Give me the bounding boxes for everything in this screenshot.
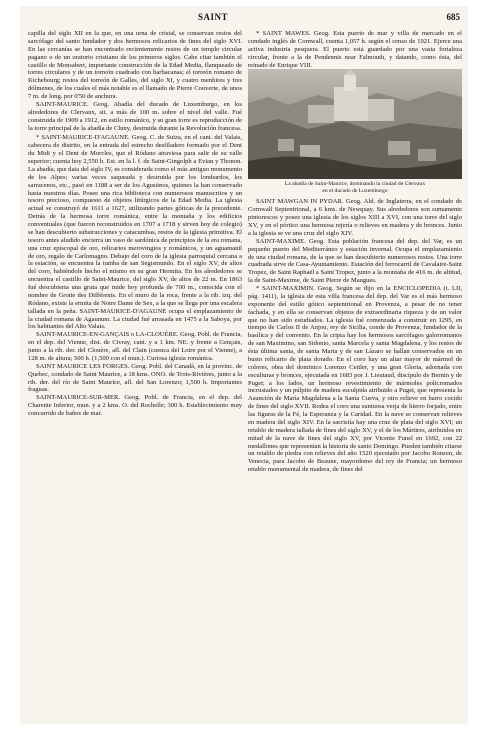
abbey-photo bbox=[248, 69, 462, 179]
right-paragraph: * SAINT-MAXIMIN. Geog. Según se dijo en la ENCICLOPEDIA (t. LII, pág. 1411), la iglesia de esta villa francesa del dep. del Var es el más hermoso exponente del estilo gótico septentrional en Provenza, a pesar de no tener fachada, y en ella se conservan objetos de extraordinaria riqueza y de un valor que no han sido estudiados. La iglesia fué comenzada a construir en 1295, en tiempo de Carlos II de Anjou, rey de Sicilia, conde de Provenza, fundador de la basílica y del convento. En la cripta hay los hermosos sarcófagos galorromanos de san Maximino, san Sidonio, santa Marcela y santa Magdalena, y los restos de ésta última santa, de santa Marta y de san Lázaro se hallan conservados en un busto relicario de plata dorado. En el coro hay un altar mayor de mármol de colores, obra del dominico Lorenzo Cettler, y una gran Gloria, adornada con esculturas y bronces, ejecutada en 1683 por J. Lieutaud, discípulo de Bernin y de Puget; a los lados, un hermoso revestimiento de mármoles policromados incrustados y un púlpito de madera esculpida atribuido a Puget, que representa la Asunción de María Magdalena a la Santa Cueva, y otro relieve en barro cocido de fines del siglo XVII. Rodea el coro una suntuosa verja de hierro forjado, entre las figuras de la Fé, la Esperanza y la Caridad. En la nave se conservan relieves en madera del siglo XIV. En la sacristía hay una cruz de plata del siglo XVI; un retablo de madera tallada de fines del siglo XV, y el de los Mártires, atribuidos en mitad de la nave de fines del siglo XV, por Vicente Funel en 1692, con 22 medallones que representan la historia de santo Domingo. Pueden también citarse un retablo de piedra con relieves del año 1520 ejecutado por Jacobo Ronzen, de Venecia, para Jacobo de Beaune, mayordomo del rey de Francia; un hermoso retablo monumental de madera, de fines del bbox=[248, 285, 462, 474]
right-column bbox=[248, 30, 462, 474]
left-paragraph: SAINT-MAURICE-EN-GANÇAIS o LA-CLOUÈRE. Geog. Pobl. de Francia, en el dep. del Vienne, dist. de Civray, cant. y a 1 km. NE. y frente a Gençais, junto a la rib. der. del Clouère, afl. del Clain (cuenca del Loire por el Vienne), a 128 m. de altura; 500 h. (1,500 con el mun.). Curiosa iglesia románica. bbox=[28, 331, 242, 362]
running-head bbox=[28, 10, 462, 24]
abbey-photo-drawing bbox=[248, 69, 462, 179]
figure bbox=[248, 69, 462, 195]
caption-line-1: La abadía de Saint-Maurice, dominando la ciudad de Clervaux bbox=[284, 181, 426, 188]
left-paragraph: SAINT-MAURICE-SUR-MER. Geog. Pobl. de Francia, en el dep. del Charente Inferior, mun. y a 2 kms. O. del Rochelle; 300 h. Establecimiento muy concurrido de baños de mar. bbox=[28, 394, 242, 417]
right-paragraph: SAINT-MAXIME. Geog. Esta población francesa del dep. del Var, es un pequeño puerto del Mediterráneo y estación invernal. Ocupa el emplazamiento de una ciudad romana, de la que se han descubierto numerosos restos. Una torre cuadrada sirve de Casa-Ayuntamiento. Estación del ferrocarril de Cavalaire-Saint Tropez, de Saint Raphaël a Saint Tropez, junto a la montaña de 416 m. de altitud, la de Saint-Maxime, de Saint Pierre de Maugues. bbox=[248, 237, 462, 285]
running-head-title: SAINT bbox=[198, 12, 229, 22]
figure-caption bbox=[248, 181, 462, 195]
right-paragraph: * SAINT MAWES. Geog. Esta puerto de mar y villa de mercado en el condado inglés de Cornwall, cuenta 1,057 h. según el censo de 1921. Ejerce una activa industria pesquera. El puerto está guardado por una vasta fortaleza circular, frente a la de Pendennis near Falmouth, y datando, como ésta, del reinado de Enrique VIII. bbox=[248, 30, 462, 69]
right-paragraph: SAINT MAWGAN IN PYDAR. Geog. Ald. de Inglaterra, en el condado de Cornwall Septentrional, a 6 kms. de Newquay. Sus alrededores son sumamente pintorescos y posee una iglesia de los siglos XIII a XVI, con una torre del siglo XV, y en el pórtico una hermosa rejería o relieves en madera y de bronces. Junto a la iglesia se ve una cruz del siglo XIV. bbox=[248, 198, 462, 237]
page-number: 685 bbox=[446, 12, 460, 22]
encyclopedia-page bbox=[20, 6, 468, 724]
caption-line-2: en el ducado de Luxemburgo bbox=[322, 188, 388, 195]
left-paragraph: capilla del siglo XII en la que, en una urna de cristal, se conservan restos del sarcófago del santo fundador y dos hermosos relicarios de fines del siglo XVI. En las cercanías se han encontrado recientemente restos de un templo circular pagano o de un oratorio cristiano de los primeros siglos. Cabe citar también el castillo de Monsabert, importante construcción de la Edad Media, flanqueado de torres circulares y de un torreón cuadrado con barbacanas; el torreón romano de Kichebourg; restos del torreón de Galles, del siglo XI, y cuatro menhires y tres dólmenes, de los cuales el más notable es el llamado de Pierre Couverte, de unos 7 m. de long. por 0'50 de anchura. bbox=[28, 30, 242, 100]
left-paragraph: SAINT MAURICE LES FORGES. Geog. Pobl. del Canadá, en la provinc. de Quebec, condado de Saint Maurice, a 18 kms. ONO. de Trois-Rivières, junto a la rib. der. del río de Saint Maurice, afl. del San Lorenzo; 1,500 h. Importantes fraguas. bbox=[28, 362, 242, 394]
left-paragraph: * SAINT-MAURICE-D'AGAUNE. Geog. C. de Suiza, en el cant. del Valais, cabecera de distrito, en la entrada del estrecho desfiladero formado por el Dent du Midi y el Dent de Morcles, que el Ródano atraviesa para salir de su valle superior; cuenta hoy 2,550 h. Est. en la l. f. de Saint-Gingolph a Evian y Thonon. La abadía, que data del siglo IV, es considerada como el más antiguo monumento de los Alpes; varias veces saqueada y destruida por los lombardos, los sarracenos, etc., pasó en 1188 a ser de los Agustinos, quienes la han conservado hasta nuestros días. Posee una rica biblioteca con numerosos manuscritos y un tesoro precioso, compuesto de objetos litúrgicos de la Edad Media. La iglesia actual se construyó de 1611 a 1627, utilizando partes góticas de la precedente. Detrás de la hermosa torre románica, entre la montaña y los edificios conventuales (que fueron reconstruidos en 1707 a 1718 y sirven hoy de colegio) se han descubierto substrucciones y catacumbas, restos de la iglesia primitiva. El tesoro antes aludido encierra un vaso de sardónica de principios de la era romana, una cruz episcopal de oro, relicarios merovingios y románicos, y un aguamanil de oro, regalo de Carlomagno. Debajo del coro de la iglesia parroquial cercana a la estación, se encuentra la tumba de san Segismundo. En el siglo XV, de altos del coro, habiéndole hecho el mismo en su gran Hermita. En los alrededores se encuentra el castillo de Saint-Maurice, del siglo XV, de altos de 22 m. En 1863 fué descubierta una gruta que mide hoy profunda de 700 m., conocida con el nombre de Grotte des Différents. En el muro de la roca, frente a la rib. izq. del Ródano, existe la ermita de Notre Dame de Sex, a la que se llega por una escalera tallada en la peña. SAINT-MAURICE-D'AGAUNE ocupa el emplazamiento de la ciudad romana de Agaunum. La ciudad fué arrasada en 1475 a la Saboya, por los habitantes del Alto Valais. bbox=[28, 134, 242, 331]
left-paragraph: SAINT-MAURICE. Geog. Abadía del ducado de Luxemburgo, en los alrededores de Clervaux, sit. a más de 100 m. sobre el nivel del valle. Fué construida de 1909 a 1912, en estilo románico, y su gran torre es reproducción de la torre principal de la abadía de Cluny, destruida durante la Revolución francesa. bbox=[28, 100, 242, 132]
left-column bbox=[28, 30, 242, 418]
